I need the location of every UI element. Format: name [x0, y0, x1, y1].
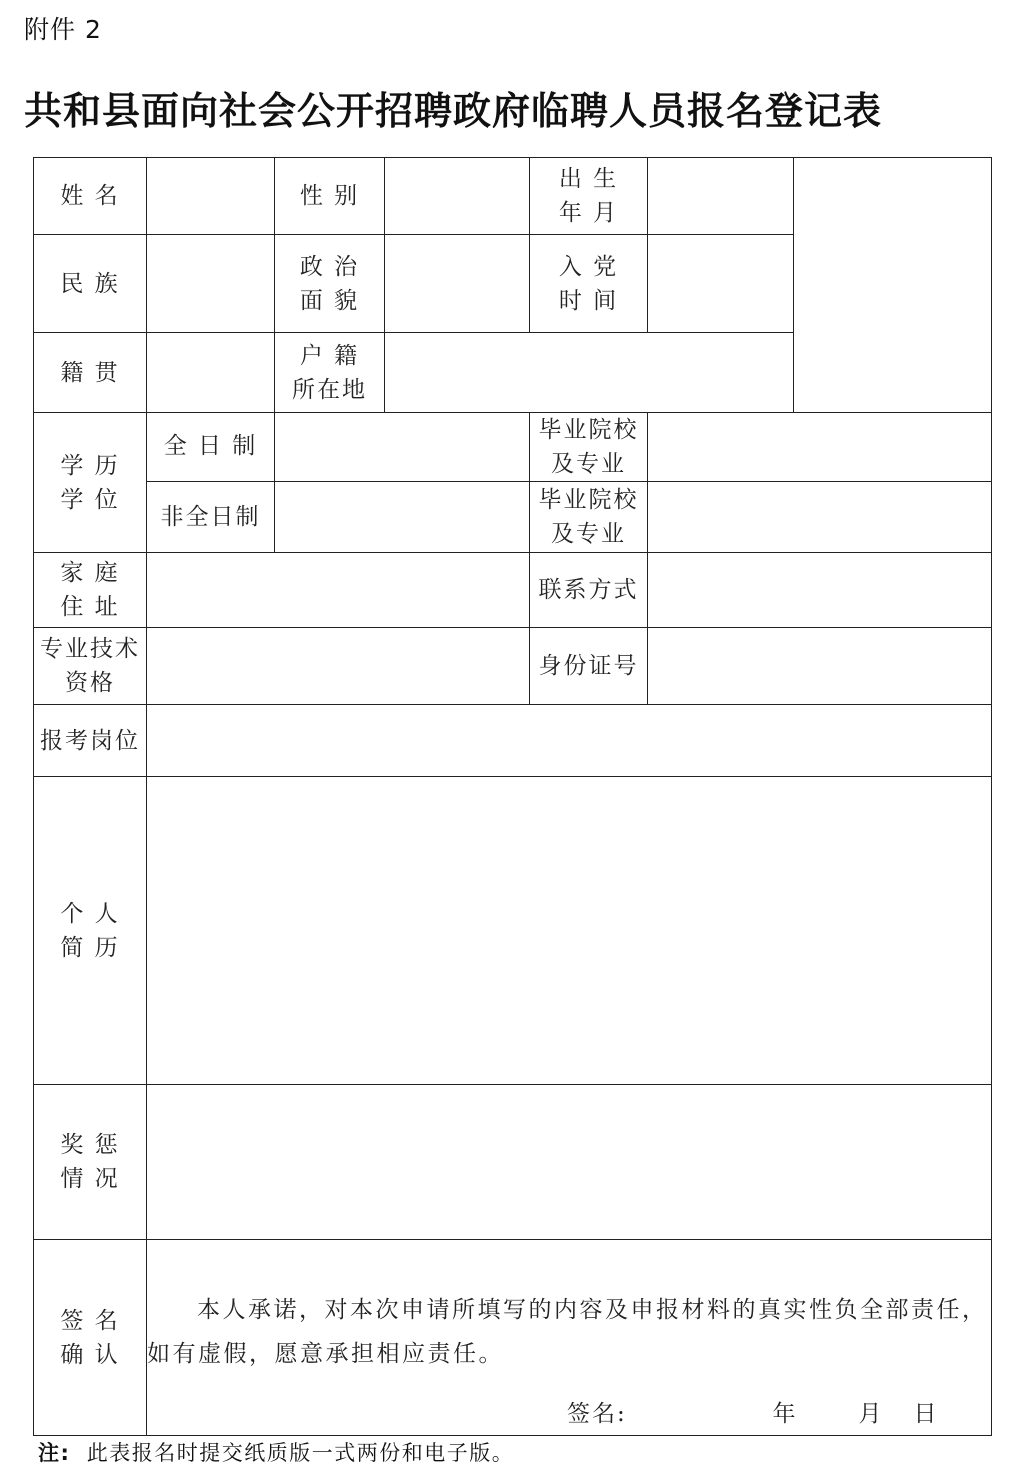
signature-date-line [567, 1397, 941, 1431]
rewards-label [34, 1085, 147, 1240]
party-label-line1: 入 党 [558, 253, 619, 280]
qualification-field[interactable] [147, 628, 530, 705]
party-label-line2: 时 间 [558, 287, 619, 314]
gender-field[interactable] [385, 158, 530, 235]
hukou-label-line2: 所在地 [292, 376, 367, 403]
name-field[interactable] [147, 158, 275, 235]
footnote-text: 此表报名时提交纸质版一式两份和电子版。 [86, 1441, 515, 1465]
form-title: 共和县面向社会公开招聘政府临聘人员报名登记表 [24, 89, 883, 133]
education-label-line1: 学 历 [60, 452, 120, 479]
photo-box[interactable] [794, 158, 992, 413]
rewards-label-line1: 奖 惩 [60, 1132, 120, 1158]
parttime-label-text: 非全日制 [160, 504, 261, 530]
parttime-label [147, 482, 275, 553]
school-label [530, 413, 648, 482]
address-label-line2: 住 址 [60, 594, 120, 620]
footnote-prefix: 注: [38, 1441, 71, 1465]
birth-field[interactable] [648, 158, 794, 235]
school-label-line1: 毕业院校 [538, 417, 639, 443]
pledge-text: 本人承诺，对本次申请所填写的内容及申报材料的真实性负全部责任，如有虚假，愿意承担相应责任。 [147, 1297, 988, 1367]
sign-label [34, 1240, 147, 1436]
month-label: 月 [858, 1401, 884, 1427]
year-label: 年 [772, 1401, 798, 1427]
contact-label [530, 553, 648, 628]
school-b-label [530, 482, 648, 553]
day-label: 日 [913, 1401, 939, 1427]
education-label-line2: 学 位 [60, 486, 120, 513]
party-field[interactable] [648, 235, 794, 333]
native-place-label-text: 籍 贯 [60, 359, 120, 386]
contact-field[interactable] [648, 553, 992, 628]
resume-field[interactable] [147, 777, 992, 1085]
ethnicity-label-text: 民 族 [60, 270, 120, 297]
id-number-label-text: 身份证号 [538, 653, 639, 679]
fulltime-field[interactable] [275, 413, 530, 482]
hukou-label-line1: 户 籍 [299, 342, 360, 369]
footnote [38, 1437, 514, 1467]
gender-label-text: 性 别 [299, 183, 360, 209]
name-label-text: 姓 名 [60, 183, 120, 209]
school-b-label-line1: 毕业院校 [538, 487, 639, 513]
resume-label-line2: 简 历 [60, 934, 120, 961]
contact-label-text: 联系方式 [538, 577, 639, 603]
ethnicity-label [34, 235, 147, 333]
ethnicity-field[interactable] [147, 235, 275, 333]
school-b-label-line2: 及专业 [551, 521, 626, 547]
birth-label-line2: 年 月 [558, 200, 619, 226]
political-label-line2: 面 貌 [299, 287, 360, 314]
position-label [34, 705, 147, 777]
party-label [530, 235, 648, 333]
resume-label-line1: 个 人 [60, 900, 120, 927]
birth-label [530, 158, 648, 235]
qualification-label-line2: 资格 [65, 670, 115, 696]
address-field[interactable] [147, 553, 530, 628]
position-label-text: 报考岗位 [40, 727, 140, 754]
rewards-label-line2: 情 况 [60, 1166, 120, 1192]
fulltime-school-field[interactable] [648, 413, 992, 482]
rewards-field[interactable] [147, 1085, 992, 1240]
address-label [34, 553, 147, 628]
registration-form-table [33, 157, 992, 1436]
native-place-field[interactable] [147, 333, 275, 413]
birth-label-line1: 出 生 [558, 166, 619, 192]
name-label [34, 158, 147, 235]
resume-label [34, 777, 147, 1085]
position-field[interactable] [147, 705, 992, 777]
address-label-line1: 家 庭 [60, 560, 120, 586]
native-place-label [34, 333, 147, 413]
id-number-label [530, 628, 648, 705]
political-label-line1: 政 治 [299, 253, 360, 280]
sign-label-line1: 签 名 [60, 1307, 120, 1334]
signature-label: 签名: [567, 1401, 627, 1427]
qualification-label-line1: 专业技术 [40, 636, 140, 662]
parttime-school-field[interactable] [648, 482, 992, 553]
qualification-label [34, 628, 147, 705]
parttime-field[interactable] [275, 482, 530, 553]
hukou-field[interactable] [385, 333, 794, 413]
sign-label-line2: 确 认 [60, 1341, 120, 1368]
political-label [275, 235, 385, 333]
political-field[interactable] [385, 235, 530, 333]
id-number-field[interactable] [648, 628, 992, 705]
attachment-label: 附件 2 [24, 15, 102, 44]
gender-label [275, 158, 385, 235]
signature-area[interactable] [147, 1240, 992, 1436]
school-label-line2: 及专业 [551, 451, 626, 477]
fulltime-label-text: 全 日 制 [163, 433, 258, 459]
hukou-label [275, 333, 385, 413]
education-label [34, 413, 147, 553]
fulltime-label [147, 413, 275, 482]
